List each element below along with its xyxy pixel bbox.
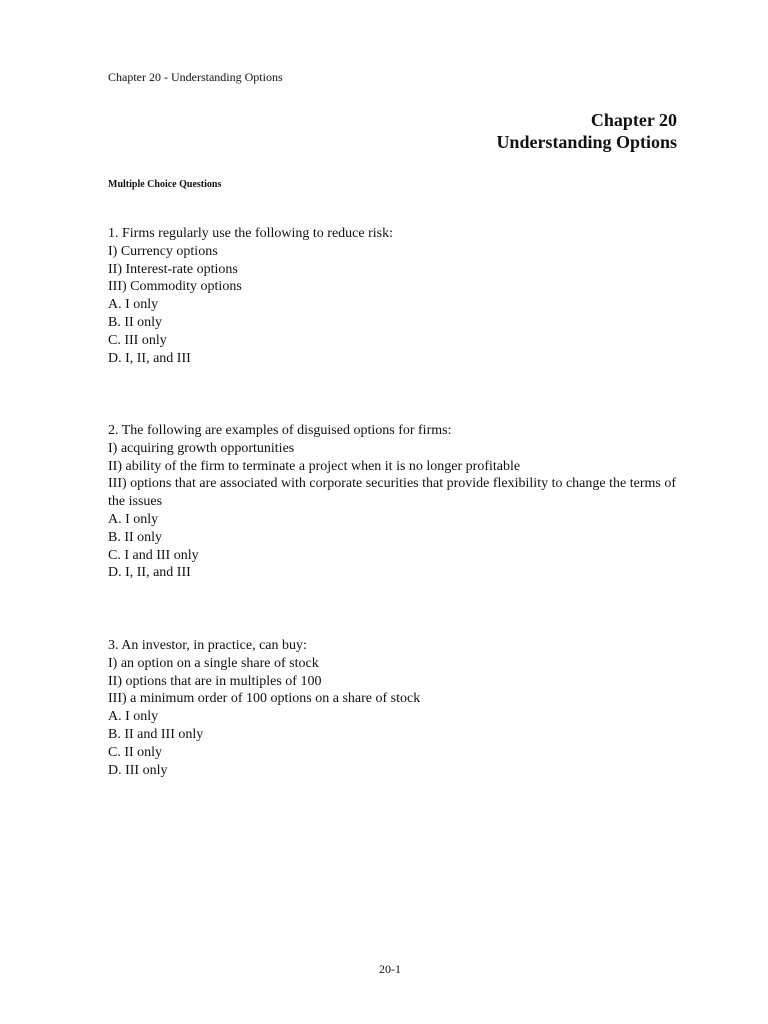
answer-choice: B. II and III only — [108, 726, 204, 742]
answer-choice: B. II only — [108, 529, 163, 545]
section-heading: Multiple Choice Questions — [108, 179, 222, 190]
answer-choice: C. II only — [108, 744, 163, 760]
answer-choice: C. I and III only — [108, 547, 199, 563]
question-statement: I) an option on a single share of stock — [108, 655, 319, 671]
answer-choice: A. I only — [108, 709, 159, 725]
question-statement: III) options that are associated with corporate securities that provide flexibility to change the terms of the issues — [108, 476, 676, 510]
answer-choice: C. III only — [108, 332, 167, 348]
question-statement: III) Commodity options — [108, 279, 242, 295]
answer-choice: D. I, II, and III — [108, 565, 191, 581]
question-statement: III) a minimum order of 100 options on a share of stock — [108, 691, 421, 707]
running-header: Chapter 20 - Understanding Options — [108, 70, 283, 84]
answer-choice: A. I only — [108, 297, 159, 313]
question-stem: 1. Firms regularly use the following to reduce risk: — [108, 226, 393, 241]
answer-choice: B. II only — [108, 314, 163, 330]
chapter-title: Understanding Options — [496, 132, 677, 152]
page-number: 20-1 — [379, 962, 401, 976]
answer-choice: D. III only — [108, 762, 168, 778]
question-statement: I) acquiring growth opportunities — [108, 440, 295, 456]
question-statement: II) options that are in multiples of 100 — [108, 673, 322, 689]
question-3 — [108, 637, 678, 779]
question-stem: 2. The following are examples of disguised options for firms: — [108, 423, 452, 438]
question-statement: I) Currency options — [108, 243, 218, 259]
question-statement: II) Interest-rate options — [108, 261, 238, 277]
chapter-number: Chapter 20 — [590, 110, 677, 130]
question-1 — [108, 225, 678, 367]
question-2 — [108, 422, 678, 582]
chapter-title-block — [496, 109, 677, 153]
answer-choice: D. I, II, and III — [108, 350, 191, 366]
question-stem: 3. An investor, in practice, can buy: — [108, 638, 307, 653]
question-statement: II) ability of the firm to terminate a project when it is no longer profitable — [108, 458, 521, 474]
answer-choice: A. I only — [108, 511, 159, 527]
